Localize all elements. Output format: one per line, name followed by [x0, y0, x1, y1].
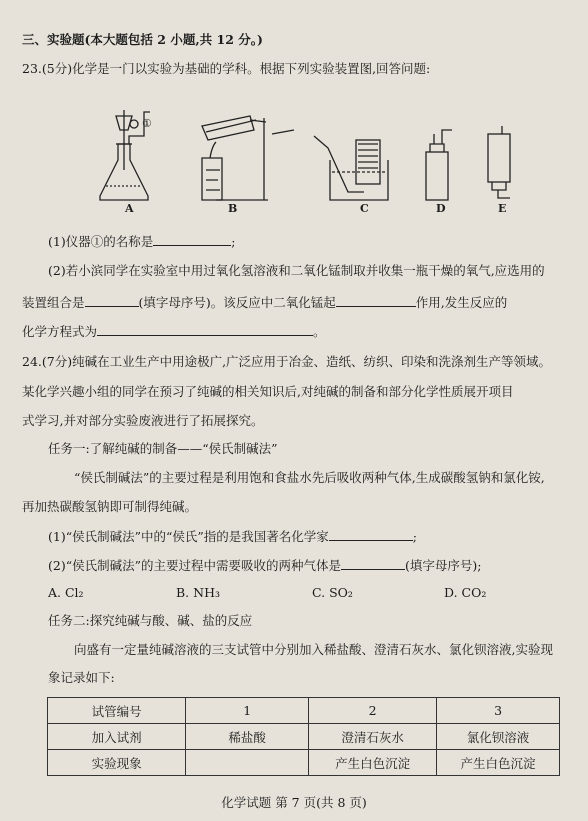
apparatus-e-bottle [488, 126, 510, 198]
apparatus-b-heating [202, 116, 294, 200]
choice-a[interactable]: A. Cl₂ [48, 585, 84, 600]
choice-d[interactable]: D. CO₂ [444, 585, 487, 600]
table-cell: 氯化钡溶液 [437, 724, 560, 750]
apparatus-c-trough [314, 136, 388, 200]
table-row [48, 724, 560, 750]
apparatus-label-b: B [228, 202, 238, 215]
q23-part2-line1: (2)若小滨同学在实验室中用过氧化氢溶液和二氧化锰制取并收集一瓶干燥的氧气,应选用的 [48, 263, 545, 278]
page-footer: 化学试题 第 7 页(共 8 页) [221, 795, 367, 810]
choice-c[interactable]: C. SO₂ [312, 585, 353, 600]
apparatus-label-d: D [436, 202, 446, 215]
table-cell: 实验现象 [48, 750, 186, 776]
task1-text-line2: 再加热碳酸氢钠即可制得纯碱。 [22, 499, 198, 514]
answer-blank-mno2-role[interactable] [336, 294, 416, 307]
task1-heading: 任务一:了解纯碱的制备——“侯氏制碱法” [48, 441, 278, 456]
task2-text-line2: 象记录如下: [48, 670, 115, 685]
task1-text-line1: “侯氏制碱法”的主要过程是利用饱和食盐水先后吸收两种气体,生成碳酸氢钠和氯化铵, [74, 470, 545, 485]
table-cell: 试管编号 [48, 698, 186, 724]
apparatus-label-c: C [360, 202, 369, 215]
q24-stem-line3: 式学习,并对部分实验废液进行了拓展探究。 [22, 413, 264, 428]
table-row [48, 698, 560, 724]
q24-stem-line1: 24.(7分)纯碱在工业生产中用途极广,广泛应用于冶金、造纸、纺织、印染和洗涤剂生产等领域。 [22, 354, 552, 369]
q23-part2-line3: 化学方程式为 。 [22, 324, 326, 339]
task2-text-line1: 向盛有一定量纯碱溶液的三支试管中分别加入稀盐酸、澄清石灰水、氯化钡溶液,实验现 [74, 642, 553, 657]
q23-part2-line2: 装置组合是 (填字母序号)。该反应中二氧化锰起 作用,发生反应的 [22, 295, 508, 310]
q24-stem-line2: 某化学兴趣小组的同学在预习了纯碱的相关知识后,对纯碱的制备和部分化学性质展开项目 [22, 384, 514, 399]
table-cell: 2 [309, 698, 437, 724]
section-heading: 三、实验题(本大题包括 2 小题,共 12 分。) [22, 32, 263, 47]
apparatus-figure [98, 100, 528, 216]
apparatus-label-e: E [498, 202, 507, 215]
table-cell: 加入试剂 [48, 724, 186, 750]
answer-blank-gases[interactable] [341, 557, 405, 570]
apparatus-label-a: A [125, 202, 134, 215]
task2-heading: 任务二:探究纯碱与酸、碱、盐的反应 [48, 613, 253, 628]
table-cell-answer-blank[interactable] [186, 750, 309, 776]
choice-b[interactable]: B. NH₃ [176, 585, 220, 600]
table-cell: 产生白色沉淀 [309, 750, 437, 776]
q23-part1: (1)仪器①的名称是 ; [48, 234, 236, 249]
q24-part1: (1)“侯氏制碱法”中的“侯氏”指的是我国著名化学家 ; [48, 529, 417, 544]
table-cell: 3 [437, 698, 560, 724]
table-cell: 澄清石灰水 [309, 724, 437, 750]
table-cell: 稀盐酸 [186, 724, 309, 750]
record-table [47, 697, 560, 776]
answer-blank-equation[interactable] [97, 323, 313, 336]
table-cell: 1 [186, 698, 309, 724]
marker-circle-1: ① [142, 117, 152, 130]
q23-stem: 23.(5分)化学是一门以实验为基础的学科。根据下列实验装置图,回答问题: [22, 61, 431, 76]
apparatus-d-bottle [426, 130, 452, 200]
answer-blank-apparatus[interactable] [85, 294, 139, 307]
answer-blank-instrument[interactable] [153, 233, 231, 246]
table-cell: 产生白色沉淀 [437, 750, 560, 776]
answer-blank-chemist[interactable] [329, 528, 413, 541]
table-row [48, 750, 560, 776]
q24-part2: (2)“侯氏制碱法”的主要过程中需要吸收的两种气体是 (填字母序号); [48, 558, 482, 573]
